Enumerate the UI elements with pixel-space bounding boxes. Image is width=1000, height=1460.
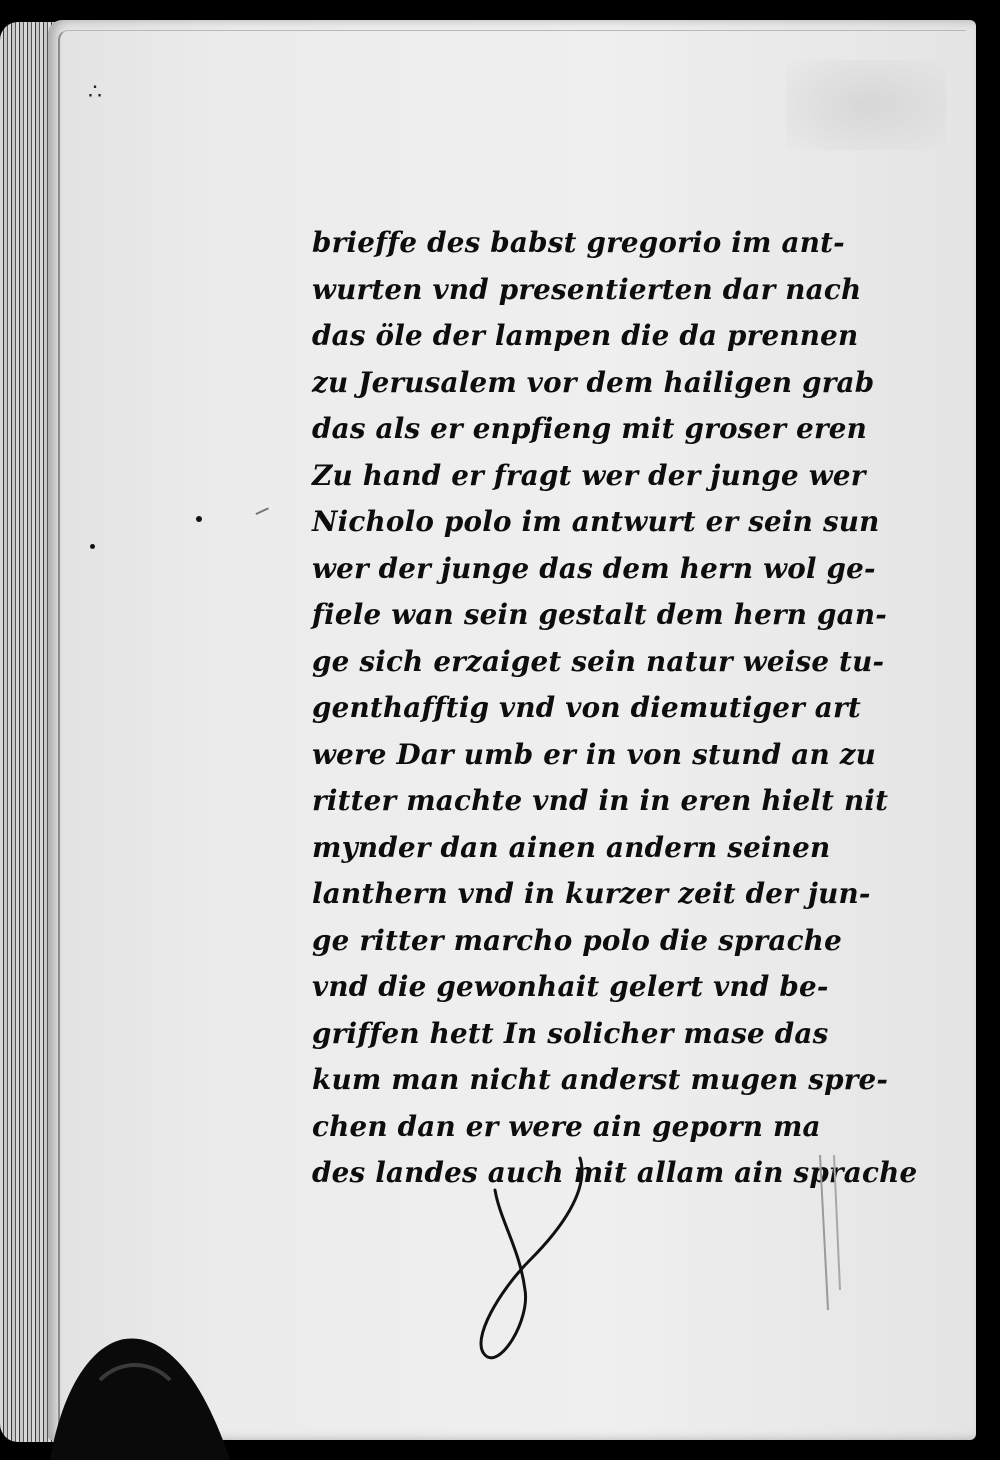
manuscript-line: wer der junge das dem hern wol ge- xyxy=(312,551,876,585)
manuscript-line: chen dan er were ain geporn ma xyxy=(312,1109,821,1143)
folio-mark: ∴ xyxy=(88,80,104,105)
manuscript-text xyxy=(312,220,942,1197)
corner-stain xyxy=(786,60,946,150)
manuscript-line: Zu hand er fragt wer der junge wer xyxy=(312,458,866,492)
manuscript-line: kum man nicht anderst mugen spre- xyxy=(312,1063,889,1096)
manuscript-line: brieffe des babst gregorio im ant- xyxy=(312,226,845,259)
manuscript-line: genthafftig vnd von diemutiger art xyxy=(312,691,861,724)
margin-dot xyxy=(90,544,95,549)
manuscript-line: griffen hett In solicher mase das xyxy=(312,1016,829,1050)
margin-dot xyxy=(196,516,202,522)
manuscript-line: lanthern vnd in kurzer zeit der jun- xyxy=(312,877,871,910)
manuscript-line: ritter machte vnd in in eren hielt nit xyxy=(312,784,889,817)
catchword-flourish xyxy=(440,1150,640,1370)
manuscript-line: fiele wan sein gestalt dem hern gan- xyxy=(312,598,887,631)
pen-strokes xyxy=(800,1150,860,1320)
manuscript-line: were Dar umb er in von stund an zu xyxy=(312,737,877,771)
manuscript-line: das als er enpfieng mit groser eren xyxy=(312,412,868,445)
thumb-shadow xyxy=(40,1320,230,1460)
manuscript-line: Nicholo polo im antwurt er sein sun xyxy=(312,505,880,538)
manuscript-line: zu Jerusalem vor dem hailigen grab xyxy=(312,365,875,399)
manuscript-line: wurten vnd presentierten dar nach xyxy=(312,272,862,306)
manuscript-line: ge ritter marcho polo die sprache xyxy=(312,923,842,957)
manuscript-line: vnd die gewonhait gelert vnd be- xyxy=(312,970,829,1003)
manuscript-line: das öle der lampen die da prennen xyxy=(312,319,859,352)
manuscript-line: des landes auch mit allam ain sprache xyxy=(312,1156,918,1189)
manuscript-line: ge sich erzaiget sein natur weise tu- xyxy=(312,644,885,678)
manuscript-line: mynder dan ainen andern seinen xyxy=(312,830,831,864)
